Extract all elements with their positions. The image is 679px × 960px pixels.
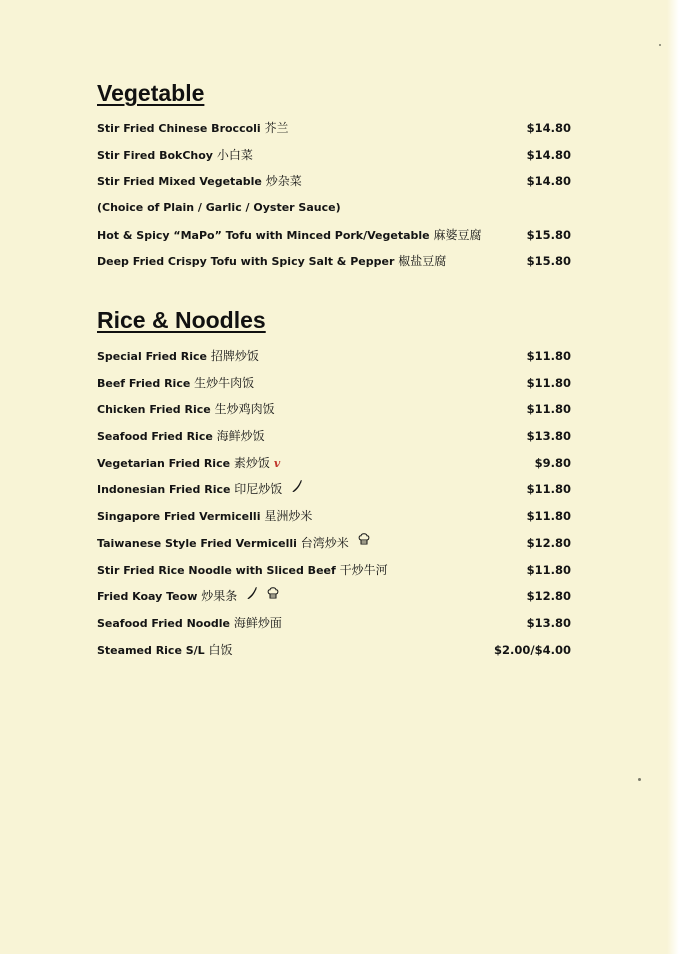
item-chinese-name: 生炒牛肉饭 [194,375,255,390]
item-name: Stir Fried Rice Noodle with Sliced Beef [97,563,336,577]
item-chinese-name: 海鲜炒面 [233,615,282,630]
item-name: Seafood Fried Noodle [97,616,231,630]
item-price: $11.80 [526,349,571,363]
section-heading-rice-noodles: Rice & Noodles [97,307,266,333]
item-chinese-name: 素炒饭 [233,455,270,470]
rice-noodles-section [97,306,577,663]
menu-item [97,370,577,397]
item-name: Taiwanese Style Fried Vermicelli [97,536,297,550]
item-name: Beef Fried Rice [97,376,191,390]
item-chinese-name: 台湾炒米 [300,535,349,550]
paper-speck [638,778,641,781]
item-name: Indonesian Fried Rice [97,483,231,497]
item-chinese-name: 芥兰 [264,121,289,135]
item-price: $12.80 [526,535,571,550]
menu-item [97,396,577,423]
item-price: $11.80 [526,482,571,497]
item-name: Hot & Spicy “MaPo” Tofu with Minced Pork/Vegetable [97,228,430,242]
item-name: Deep Fried Crispy Tofu with Spicy Salt & Pepper [97,255,395,269]
item-chinese-name: 椒盐豆腐 [398,254,447,269]
item-name: Special Fried Rice [97,350,207,363]
menu-item [97,530,577,557]
item-chinese-name: 干炒牛河 [339,562,388,577]
item-chinese-name: 炒杂菜 [265,174,302,189]
menu-item [97,583,577,610]
item-chinese-name: 星洲炒米 [264,509,313,524]
vegetable-section [97,79,577,275]
paper-speck [659,44,661,46]
page-edge-bottom [0,954,679,960]
vegetarian-mark: v [273,456,281,470]
menu-item [97,115,577,142]
menu-item [97,557,577,584]
item-price: $15.80 [526,227,571,242]
item-name: Stir Fired BokChoy [97,148,213,162]
menu-item [97,248,577,275]
chef-hat-icon [358,530,370,557]
item-price: $11.80 [526,375,571,390]
section-heading-vegetable: Vegetable [97,80,205,106]
chili-icon [291,477,303,504]
item-price: $9.80 [534,455,571,470]
item-price: $11.80 [526,562,571,577]
item-chinese-name: 印尼炒饭 [234,482,283,497]
item-name: Stir Fried Mixed Vegetable [97,175,262,189]
item-name: Chicken Fried Rice [97,403,211,417]
item-chinese-name: 小白菜 [216,147,253,162]
menu-item [97,168,577,195]
menu-item [97,476,577,503]
menu-item [97,637,577,664]
item-name: Singapore Fried Vermicelli [97,510,261,524]
item-name: Stir Fried Chinese Broccoli [97,122,261,135]
item-chinese-name: 炒果条 [201,589,238,604]
item-price: $13.80 [526,615,571,630]
item-price: $14.80 [526,121,571,135]
item-chinese-name: 海鲜炒饭 [216,429,265,444]
item-price: $14.80 [526,147,571,162]
menu-item [97,450,577,477]
item-price: $13.80 [526,429,571,444]
item-price: $14.80 [526,174,571,189]
menu-item [97,423,577,450]
item-price: $11.80 [526,509,571,524]
item-chinese-name: 生炒鸡肉饭 [214,402,275,417]
menu-note [97,195,577,222]
menu-item [97,142,577,169]
item-name: Fried Koay Teow [97,590,198,604]
chili-icon [246,584,258,611]
chef-hat-icon [267,584,279,611]
item-chinese-name: 招牌炒饭 [210,349,259,363]
menu-item [97,610,577,637]
item-name: Steamed Rice S/L [97,643,205,657]
item-chinese-name: 麻婆豆腐 [433,227,482,242]
sauce-choice-note: (Choice of Plain / Garlic / Oyster Sauce) [97,201,341,215]
item-price: $12.80 [526,589,571,604]
menu-item [97,222,577,249]
item-name: Vegetarian Fried Rice [97,456,231,470]
item-price: $2.00/$4.00 [494,642,571,657]
menu-item [97,503,577,530]
item-price: $15.80 [526,254,571,269]
item-chinese-name: 白饭 [208,642,233,657]
page-edge-right [667,0,679,960]
item-name: Seafood Fried Rice [97,430,213,444]
item-price: $11.80 [526,402,571,417]
menu-item [97,343,577,370]
